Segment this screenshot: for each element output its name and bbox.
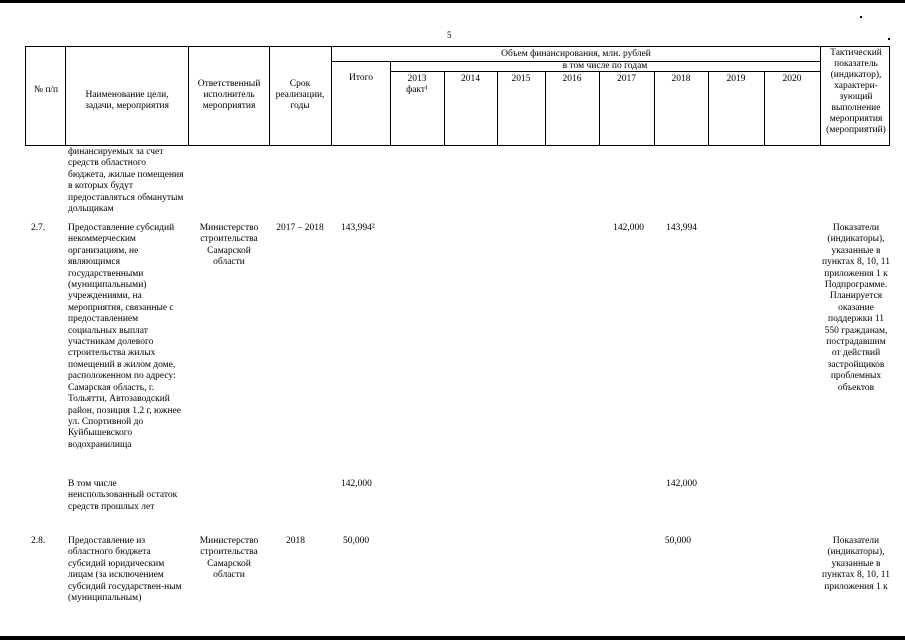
header-indicator: Тактический показатель (индикатор), характери-зующий выполнение мероприятия (мероприятий)	[826, 48, 886, 135]
row-2018: 143,994	[666, 223, 697, 233]
col-divider	[599, 71, 600, 146]
header-num: № п/п	[33, 85, 59, 95]
col-divider	[545, 71, 546, 146]
header-year-2018: 2018	[671, 74, 691, 84]
page-number: 5	[447, 30, 452, 40]
row-name: финансируемых за счет средств областного бюджета, жилые помещения в которых будут предоставляться обманутым дольщикам	[68, 147, 184, 215]
col-divider	[390, 61, 391, 146]
row-num: 2.8.	[31, 536, 46, 546]
row-executor: Министерство строительства Самарской области	[199, 223, 259, 268]
row-total: 143,994²	[341, 223, 375, 233]
header-year-2015: 2015	[511, 74, 531, 84]
row-total: 142,000	[341, 479, 372, 489]
header-funding: Объем финансирования, млн. рублей	[501, 49, 651, 59]
col-divider	[188, 46, 189, 146]
row-name: Предоставление субсидий некоммерческим организациям, не являющимся государственными (муниципальными) учреждениями, на мероприятия, связанные с предоставлением социальных выплат участникам долевого строительства жилых помещений в жилом доме, расположенном по адресу: Самарская область, г. Тольятти, Автозаводский район, позиция 1.2 г, южнее ул. Спортивной до Куйбышевского водохранилища	[68, 223, 181, 450]
row-executor: Министерство строительства Самарской области	[199, 536, 259, 581]
bottom-border	[0, 636, 905, 640]
header-total: Итого	[348, 73, 374, 83]
row-2018: 50,000	[664, 536, 691, 546]
scan-speck	[860, 16, 862, 18]
row-indicator: Показатели (индикаторы), указанные в пунктах 8, 10, 11 приложения 1 к Подпрограмме. Планируется оказание поддержки 11 550 гражданам, пострадавшим от действий застройщиков проблемных объектов	[822, 223, 890, 393]
header-year-2016: 2016	[562, 74, 582, 84]
col-divider	[654, 71, 655, 146]
header-year-2017: 2017	[617, 74, 636, 84]
row-indicator: Показатели (индикаторы), указанные в пунктах 8, 10, 11 приложения 1 к	[822, 536, 890, 592]
col-divider	[497, 71, 498, 146]
row-name: Предоставление из областного бюджета субсидий юридическим лицам (за исключением субсидий государствен-ным (муниципальным)	[68, 536, 182, 604]
header-period: Срок реализации, годы	[275, 79, 325, 111]
row-name: В том числе неиспользованный остаток средств прошлых лет	[68, 479, 178, 512]
header-year-2013: 2013 факт¹	[406, 74, 428, 95]
scan-speck	[888, 38, 890, 40]
row-period: 2017 – 2018	[276, 223, 324, 233]
header-year-2020: 2020	[782, 74, 802, 84]
header-name: Наименование цели, задачи, мероприятия	[85, 90, 169, 111]
header-by-years: в том числе по годам	[562, 61, 648, 71]
header-year-2019: 2019	[726, 74, 746, 84]
header-year-2014: 2014	[461, 74, 480, 84]
row-total: 50,000	[343, 536, 370, 546]
col-divider	[820, 46, 821, 146]
col-divider	[269, 46, 270, 146]
col-divider	[444, 71, 445, 146]
row-num: 2.7.	[31, 223, 46, 233]
col-divider	[764, 71, 765, 146]
col-divider	[65, 46, 66, 146]
row-2018: 142,000	[666, 479, 697, 489]
row-period: 2018	[286, 536, 305, 546]
col-divider	[708, 71, 709, 146]
row-2017: 142,000	[613, 223, 644, 233]
header-executor: Ответственный исполнитель мероприятия	[197, 79, 261, 111]
top-border	[0, 0, 905, 3]
